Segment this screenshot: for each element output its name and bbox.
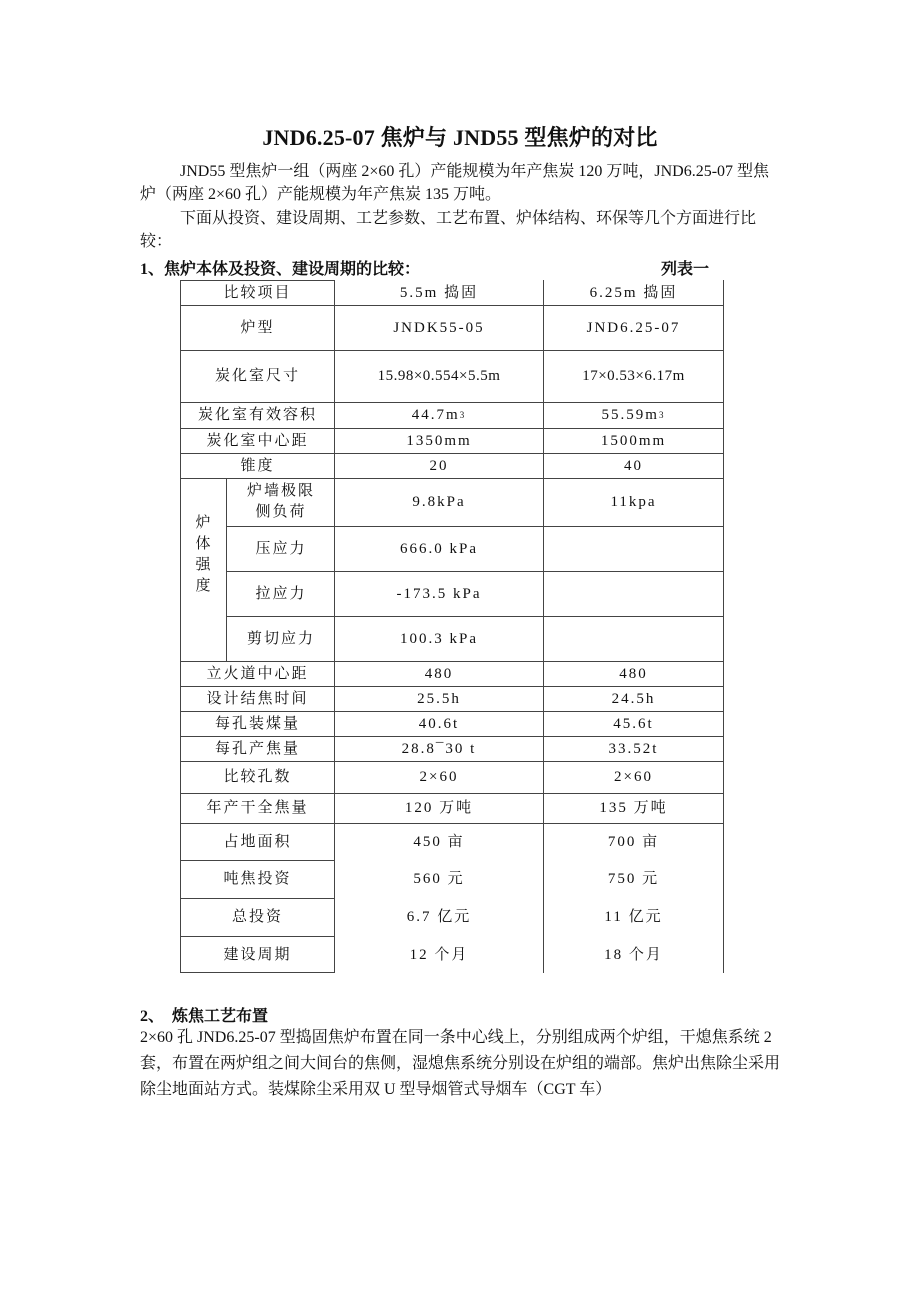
table-label: 列表一: [661, 261, 710, 278]
row-value-a: 100.3 kPa: [400, 630, 478, 647]
row-value-a: 666.0 kPa: [400, 540, 478, 557]
row-value-a: 28.8¯30 t: [401, 740, 477, 757]
group-char: 度: [195, 577, 211, 594]
row-label: 炭化室有效容积: [197, 407, 317, 423]
section-2-heading: 2、 炼焦工艺布置: [140, 1008, 269, 1025]
row-value-b: 33.52t: [608, 740, 659, 757]
row-label: 炉型: [240, 319, 275, 336]
row-value-a: 44.7m 3: [335, 402, 543, 428]
row-label: 每孔装煤量: [214, 715, 300, 732]
row-label: 总投资: [231, 909, 283, 925]
row-value-a: 2×60: [419, 769, 459, 785]
row-value-b: 700 亩: [607, 833, 660, 850]
value-text: 44.7m: [411, 407, 460, 423]
row-value-a: 40.6t: [418, 715, 460, 732]
row-value-a: 9.8kPa: [412, 494, 466, 510]
row-label: 每孔产焦量: [214, 740, 300, 757]
row-value-b: 11 亿元: [604, 909, 663, 925]
row-value-a: 25.5h: [417, 690, 461, 707]
row-value-b: 750 元: [607, 871, 660, 887]
row-label: 年产干全焦量: [206, 800, 309, 816]
row-value-a: 15.98×0.554×5.5m: [377, 368, 501, 384]
row-value-b: 1500mm: [600, 432, 667, 449]
row-value-b: 135 万吨: [599, 800, 668, 816]
row-value-a: 12 个月: [409, 946, 469, 963]
row-value-a: 120 万吨: [404, 800, 474, 816]
row-value-b: JND6.25-07: [586, 319, 681, 336]
row-label: 占地面积: [223, 833, 292, 850]
row-value-a: 1350mm: [406, 432, 472, 449]
document-title: JND6.25-07 焦炉与 JND55 型焦炉的对比: [262, 125, 658, 150]
row-label: 立火道中心距: [206, 665, 309, 682]
row-value-b: 480: [619, 665, 648, 682]
row-value-a: 480: [424, 665, 454, 682]
row-label: 比较孔数: [223, 769, 292, 785]
row-value-b: 55.59m 3: [544, 402, 723, 428]
row-value-b: [544, 526, 723, 571]
row-value-b: 11kpa: [610, 494, 657, 510]
row-label: 炭化室尺寸: [214, 368, 300, 384]
row-label: 剪切应力: [246, 630, 315, 647]
row-value-b: [544, 571, 723, 616]
row-value-a: 20: [429, 457, 449, 474]
row-label: 设计结焦时间: [206, 690, 309, 707]
header-6-25m: 6.25m 捣固: [589, 284, 678, 301]
header-5-5m: 5.5m 捣固: [399, 284, 479, 301]
row-label: 建设周期: [223, 946, 292, 963]
row-value-a: 450 亩: [413, 833, 465, 850]
row-value-a: 560 元: [413, 871, 465, 887]
section-2-body: 2×60 孔 JND6.25-07 型捣固焦炉布置在同一条中心线上，分别组成两个炉组，干熄焦系统 2 套，布置在两炉组之间大间台的焦侧，湿熄焦系统分别设在炉组的端部。焦炉出焦除尘采用除尘地面站方式。装煤除尘采用双 U 型导烟管式导烟车（CGT 车）: [140, 1029, 781, 1098]
comparison-table: [180, 280, 724, 973]
row-value-b: 18 个月: [604, 946, 663, 963]
group-char: 炉: [195, 514, 211, 531]
table-border-right: [723, 280, 724, 973]
row-value-b: 17×0.53×6.17m: [582, 368, 685, 384]
header-item: 比较项目: [223, 284, 292, 301]
section-1-heading: 1、焦炉本体及投资、建设周期的比较：: [140, 261, 421, 278]
row-value-b: [544, 616, 723, 661]
label-line: 侧负荷: [255, 504, 307, 520]
row-label: 吨焦投资: [223, 871, 292, 887]
row-value-b: 24.5h: [611, 690, 656, 707]
row-value-b: 2×60: [614, 769, 653, 785]
intro-paragraph-2: 下面从投资、建设周期、工艺参数、工艺布置、炉体结构、环保等几个方面进行比较：: [140, 210, 757, 250]
value-text: 55.59m: [601, 407, 659, 423]
row-label: 炭化室中心距: [206, 432, 309, 449]
group-char: 体: [195, 535, 211, 552]
row-label: [227, 478, 335, 526]
intro-paragraph-1: JND55 型焦炉一组（两座 2×60 孔）产能规模为年产焦炭 120 万吨，JND6.25-07 型焦炉（两座 2×60 孔）产能规模为年产焦炭 135 万吨。: [140, 163, 770, 203]
row-value-a: JNDK55-05: [393, 319, 485, 336]
row-label: 压应力: [255, 540, 307, 557]
strength-group-label: [180, 478, 226, 661]
row-value-a: -173.5 kPa: [396, 585, 482, 602]
label-line: 炉墙极限: [246, 483, 315, 499]
row-value-b: 40: [624, 457, 643, 474]
row-label: 锥度: [240, 457, 275, 474]
group-char: 强: [195, 556, 211, 573]
row-label: 拉应力: [255, 585, 307, 602]
row-value-b: 45.6t: [613, 715, 654, 732]
row-value-a: 6.7 亿元: [406, 909, 472, 925]
